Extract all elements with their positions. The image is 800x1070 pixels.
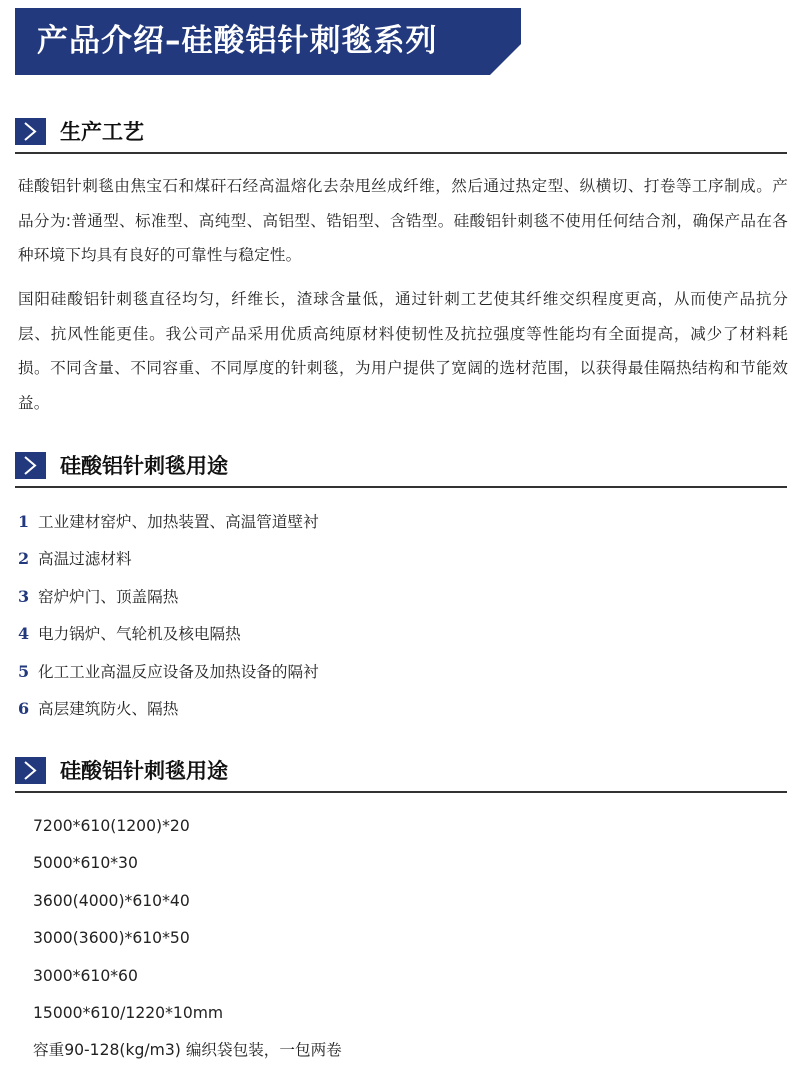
list-item (18, 615, 778, 652)
section-header-uses (15, 448, 787, 488)
spec-list (33, 808, 773, 1070)
list-item (18, 690, 778, 727)
list-item (18, 503, 778, 540)
section-title-uses: 硅酸铝针刺毯用途 (60, 454, 228, 478)
list-item (18, 540, 778, 577)
section-header-specs (15, 753, 787, 793)
list-item (18, 653, 778, 690)
item-text: 工业建材窑炉、加热装置、高温管道壁衬 (37, 513, 319, 531)
chevron-right-icon (15, 452, 46, 479)
item-number: 2 (18, 549, 30, 569)
item-text: 电力锅炉、气轮机及核电隔热 (37, 625, 241, 644)
item-text: 窑炉炉门、顶盖隔热 (37, 587, 179, 606)
spec-item: 3000(3600)*610*50 (33, 929, 190, 948)
uses-list (18, 503, 778, 727)
item-number: 6 (18, 698, 30, 718)
item-number: 3 (18, 586, 30, 606)
item-number: 1 (18, 512, 30, 531)
process-paragraph-2: 国阳硅酸铝针刺毯直径均匀，纤维长，渣球含量低，通过针刺工艺使其纤维交织程度更高，从而使产品抗分层、抗风性能更佳。我公司产品采用优质高纯原材料使韧性及抗拉强度等性能均有全面提高，减少了材料耗损。不同含量、不同容重、不同厚度的针刺毯，为用户提供了宽阔的选材范围，以获得最佳隔热结构和节能效益。 (18, 290, 788, 412)
item-text: 高层建筑防火、隔热 (37, 699, 179, 718)
page-banner (15, 8, 521, 75)
spec-item: 容重90-128(kg/m3) 编织袋包装，一包两卷 (33, 1041, 342, 1060)
spec-item: 3000*610*60 (33, 966, 138, 985)
page-title: 产品介绍–硅酸铝针刺毯系列 (37, 23, 438, 59)
item-number: 4 (18, 624, 30, 644)
spec-item: 3600(4000)*610*40 (33, 891, 190, 910)
item-text: 化工工业高温反应设备及加热设备的隔衬 (37, 662, 319, 681)
spec-item: 7200*610(1200)*20 (33, 817, 190, 835)
section-header-process (15, 114, 787, 154)
section-title-process: 生产工艺 (60, 120, 144, 144)
chevron-right-icon (15, 118, 46, 145)
section-title-specs: 硅酸铝针刺毯用途 (60, 759, 228, 783)
item-text: 高温过滤材料 (37, 550, 132, 569)
spec-item: 5000*610*30 (33, 854, 138, 873)
item-number: 5 (18, 661, 30, 681)
list-item (18, 578, 778, 615)
spec-item: 15000*610/1220*10mm (33, 1003, 224, 1022)
process-paragraph-1: 硅酸铝针刺毯由焦宝石和煤矸石经高温熔化去杂甩丝成纤维，然后通过热定型、纵横切、打卷等工序制成。产品分为:普通型、标准型、高纯型、高铝型、锆铝型、含锆型。硅酸铝针刺毯不使用任何结合剂，确保产品在各种环境下均具有良好的可靠性与稳定性。 (18, 177, 788, 264)
chevron-right-icon (15, 757, 46, 784)
